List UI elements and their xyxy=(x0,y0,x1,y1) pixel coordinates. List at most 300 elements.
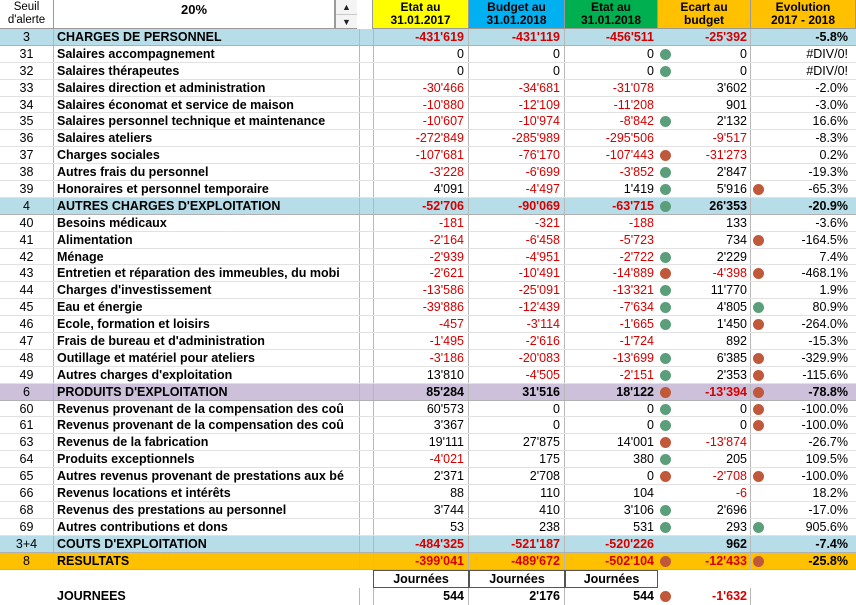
row-code: 63 xyxy=(0,434,54,450)
cell-d[interactable]: -2'616 xyxy=(469,333,565,349)
cell-g[interactable]: 0 xyxy=(675,401,751,417)
indicator-cell xyxy=(658,401,675,417)
cell-e[interactable]: -2'151 xyxy=(619,367,654,382)
cell-g[interactable]: 962 xyxy=(675,536,751,552)
cell-g[interactable]: 293 xyxy=(675,519,751,535)
row-code: 60 xyxy=(0,401,54,417)
green-dot-icon xyxy=(660,404,671,415)
cell-g[interactable]: -12'433 xyxy=(675,553,751,569)
cell-i[interactable]: -15.3% xyxy=(808,334,848,349)
row-label: Salaires thérapeutes xyxy=(54,63,360,79)
cell-g[interactable]: 901 xyxy=(675,97,751,113)
cell-c[interactable]: -484'325 xyxy=(373,536,469,552)
table-row xyxy=(0,113,856,130)
cell-c[interactable]: 2'371 xyxy=(373,468,469,484)
cell-c[interactable]: -3'228 xyxy=(373,164,469,180)
cell-e[interactable]: -31'078 xyxy=(612,80,654,95)
cell-c[interactable]: 88 xyxy=(373,485,469,501)
cell-i[interactable]: -20.9% xyxy=(808,198,848,213)
spin-down-icon[interactable]: ▼ xyxy=(336,14,357,29)
row-code: 8 xyxy=(0,553,54,569)
cell-c[interactable]: -431'619 xyxy=(373,29,469,45)
indicator-cell xyxy=(658,367,675,383)
cell-e[interactable]: -1'724 xyxy=(619,334,654,349)
row-code: 44 xyxy=(0,282,54,298)
indicator-cell xyxy=(751,417,768,433)
cell-c[interactable]: -181 xyxy=(373,215,469,231)
cell-i[interactable]: -264.0% xyxy=(801,317,848,332)
indicator-cell xyxy=(658,485,675,501)
indicator-cell xyxy=(658,265,675,281)
cell-c[interactable]: -1'495 xyxy=(373,333,469,349)
cell-i[interactable]: -100.0% xyxy=(801,418,848,433)
cell-d[interactable]: 175 xyxy=(469,451,565,467)
red-dot-icon xyxy=(753,387,764,398)
cell-i[interactable]: -100.0% xyxy=(801,401,848,416)
cell-i[interactable]: 7.4% xyxy=(819,249,848,264)
table-row xyxy=(0,29,856,46)
cell-g[interactable]: -9'517 xyxy=(675,130,751,146)
red-dot-icon xyxy=(753,370,764,381)
cell-g[interactable]: 3'602 xyxy=(675,80,751,96)
table-row xyxy=(0,63,856,80)
cell-e[interactable]: -502'104 xyxy=(605,553,654,568)
row-code: 68 xyxy=(0,502,54,518)
cell-i[interactable]: -25.8% xyxy=(808,553,848,568)
cell-e[interactable]: 1'419 xyxy=(623,182,654,197)
cell-g[interactable]: 2'132 xyxy=(675,113,751,129)
red-dot-icon xyxy=(660,591,671,602)
indicator-cell xyxy=(751,468,768,484)
indicator-cell xyxy=(751,519,768,535)
red-dot-icon xyxy=(753,319,764,330)
cell-i[interactable]: -164.5% xyxy=(801,232,848,247)
cell-c[interactable]: 13'810 xyxy=(373,367,469,383)
cell-d[interactable]: -321 xyxy=(469,215,565,231)
indicator-cell xyxy=(751,299,768,315)
cell-e[interactable]: 3'106 xyxy=(623,502,654,517)
journees-d: 2'176 xyxy=(469,588,565,605)
row-code: 32 xyxy=(0,63,54,79)
indicator-cell xyxy=(658,113,675,129)
journees-label: JOURNEES xyxy=(54,588,360,605)
cell-e[interactable]: -5'723 xyxy=(619,232,654,247)
cell-g[interactable]: 0 xyxy=(675,63,751,79)
cell-e[interactable]: 0 xyxy=(647,63,654,78)
cell-c[interactable]: -399'041 xyxy=(373,553,469,569)
row-label: PRODUITS D'EXPLOITATION xyxy=(54,384,360,400)
cell-e[interactable]: -520'226 xyxy=(605,536,654,551)
table-row xyxy=(0,164,856,181)
table-row xyxy=(0,46,856,63)
cell-e[interactable]: -188 xyxy=(628,215,654,230)
row-label: Produits exceptionnels xyxy=(54,451,360,467)
threshold-label-line2: d'alerte xyxy=(7,14,46,26)
indicator-cell xyxy=(751,553,768,569)
row-label: Salaires ateliers xyxy=(54,130,360,146)
cell-d[interactable]: -3'114 xyxy=(469,316,565,332)
green-dot-icon xyxy=(660,167,671,178)
indicator-cell xyxy=(751,384,768,400)
cell-g[interactable]: 11'770 xyxy=(675,282,751,298)
threshold-label xyxy=(0,0,54,29)
cell-d[interactable]: -10'491 xyxy=(469,265,565,281)
cell-g[interactable]: 2'696 xyxy=(675,502,751,518)
row-code: 6 xyxy=(0,384,54,400)
green-dot-icon xyxy=(660,302,671,313)
row-code: 69 xyxy=(0,519,54,535)
cell-c[interactable]: 19'111 xyxy=(373,434,469,450)
cell-i[interactable]: -8.3% xyxy=(815,131,848,146)
cell-c[interactable]: -4'021 xyxy=(373,451,469,467)
indicator-cell xyxy=(751,333,768,349)
cell-e[interactable]: 531 xyxy=(633,519,654,534)
red-dot-icon xyxy=(753,235,764,246)
cell-c[interactable]: -107'681 xyxy=(373,147,469,163)
cell-e[interactable]: -13'699 xyxy=(612,350,654,365)
cell-i[interactable]: -17.0% xyxy=(808,502,848,517)
header-ecart-budget: Ecart au budget xyxy=(658,0,751,29)
cell-i[interactable]: -19.3% xyxy=(808,165,848,180)
indicator-cell xyxy=(658,519,675,535)
cell-g[interactable]: 2'229 xyxy=(675,249,751,265)
cell-e[interactable]: 14'001 xyxy=(616,435,654,450)
green-dot-icon xyxy=(660,454,671,465)
cell-d[interactable]: 110 xyxy=(469,485,565,501)
cell-g[interactable]: 5'916 xyxy=(675,181,751,197)
cell-i[interactable]: -7.4% xyxy=(815,536,848,551)
table-row xyxy=(0,249,856,266)
row-code: 46 xyxy=(0,316,54,332)
row-code: 4 xyxy=(0,198,54,214)
journees-g: -1'632 xyxy=(675,588,751,605)
cell-g[interactable]: 133 xyxy=(675,215,751,231)
indicator-cell xyxy=(751,29,768,45)
cell-c[interactable]: -457 xyxy=(373,316,469,332)
row-label: RESULTATS xyxy=(54,553,360,569)
row-label: AUTRES CHARGES D'EXPLOITATION xyxy=(54,198,360,214)
cell-d[interactable]: 0 xyxy=(469,417,565,433)
indicator-cell xyxy=(751,80,768,96)
row-code: 42 xyxy=(0,249,54,265)
cell-e[interactable]: -3'852 xyxy=(619,165,654,180)
table-row xyxy=(0,97,856,114)
cell-g[interactable]: 205 xyxy=(675,451,751,467)
cell-g[interactable]: 0 xyxy=(675,46,751,62)
cell-i[interactable]: -65.3% xyxy=(808,182,848,197)
cell-i[interactable]: -26.7% xyxy=(808,435,848,450)
red-dot-icon xyxy=(753,556,764,567)
indicator-cell xyxy=(751,198,768,214)
cell-d[interactable]: 27'875 xyxy=(469,434,565,450)
cell-i[interactable]: -5.8% xyxy=(815,30,848,44)
cell-d[interactable]: 0 xyxy=(469,46,565,62)
row-code: 45 xyxy=(0,299,54,315)
indicator-cell xyxy=(751,63,768,79)
cell-d[interactable]: -90'069 xyxy=(469,198,565,214)
row-label: Autres contributions et dons xyxy=(54,519,360,535)
cell-e[interactable]: 0 xyxy=(647,418,654,433)
cell-g[interactable]: -4'398 xyxy=(675,265,751,281)
green-dot-icon xyxy=(660,505,671,516)
green-dot-icon xyxy=(753,522,764,533)
cell-i[interactable]: #DIV/0! xyxy=(806,63,848,78)
green-dot-icon xyxy=(660,319,671,330)
cell-d[interactable]: -12'439 xyxy=(469,299,565,315)
cell-e[interactable]: -8'842 xyxy=(619,114,654,129)
cell-d[interactable]: -10'974 xyxy=(469,113,565,129)
cell-c[interactable]: 3'744 xyxy=(373,502,469,518)
cell-e[interactable]: -107'443 xyxy=(605,148,654,163)
cell-e[interactable]: 0 xyxy=(647,401,654,416)
green-dot-icon xyxy=(660,420,671,431)
cell-d[interactable]: -6'699 xyxy=(469,164,565,180)
cell-i[interactable]: 80.9% xyxy=(812,300,848,315)
cell-g[interactable]: 6'385 xyxy=(675,350,751,366)
cell-g[interactable]: 734 xyxy=(675,232,751,248)
cell-i[interactable]: -3.0% xyxy=(815,97,848,112)
cell-c[interactable]: 0 xyxy=(373,46,469,62)
spin-up-icon[interactable]: ▲ xyxy=(342,2,351,12)
cell-d[interactable]: -6'458 xyxy=(469,232,565,248)
cell-g[interactable]: -2'708 xyxy=(675,468,751,484)
cell-c[interactable]: -10'880 xyxy=(373,97,469,113)
table-row xyxy=(0,434,856,451)
cell-c[interactable]: -272'849 xyxy=(373,130,469,146)
row-label: Eau et énergie xyxy=(54,299,360,315)
cell-d[interactable]: -285'989 xyxy=(469,130,565,146)
cell-e[interactable]: 380 xyxy=(633,452,654,467)
indicator-cell xyxy=(751,350,768,366)
cell-d[interactable]: 0 xyxy=(469,401,565,417)
row-label: Salaires direction et administration xyxy=(54,80,360,96)
cell-i[interactable]: -3.6% xyxy=(815,215,848,230)
red-dot-icon xyxy=(660,387,671,398)
row-code: 38 xyxy=(0,164,54,180)
cell-e[interactable]: -456'511 xyxy=(605,30,654,44)
cell-c[interactable]: -10'607 xyxy=(373,113,469,129)
indicator-cell xyxy=(658,232,675,248)
indicator-cell xyxy=(751,536,768,552)
cell-g[interactable]: 0 xyxy=(675,417,751,433)
cell-c[interactable]: -2'164 xyxy=(373,232,469,248)
cell-d[interactable]: -76'170 xyxy=(469,147,565,163)
indicator-cell xyxy=(751,367,768,383)
indicator-cell xyxy=(658,333,675,349)
cell-c[interactable]: -52'706 xyxy=(373,198,469,214)
indicator-cell xyxy=(751,502,768,518)
cell-g[interactable]: -13'394 xyxy=(675,384,751,400)
cell-d[interactable]: -20'083 xyxy=(469,350,565,366)
row-label: Revenus des prestations au personnel xyxy=(54,502,360,518)
cell-d[interactable]: 410 xyxy=(469,502,565,518)
row-code: 61 xyxy=(0,417,54,433)
cell-e[interactable]: 18'122 xyxy=(616,384,654,399)
cell-i[interactable]: -78.8% xyxy=(808,384,848,399)
green-dot-icon xyxy=(660,353,671,364)
red-dot-icon xyxy=(660,471,671,482)
indicator-cell xyxy=(658,299,675,315)
table-row xyxy=(0,417,856,434)
cell-i[interactable]: 16.6% xyxy=(812,114,848,129)
table-row xyxy=(0,401,856,418)
row-label: Ecole, formation et loisirs xyxy=(54,316,360,332)
journees-row xyxy=(0,588,856,605)
green-dot-icon xyxy=(660,522,671,533)
indicator-cell xyxy=(658,181,675,197)
row-code: 31 xyxy=(0,46,54,62)
cell-e[interactable]: 0 xyxy=(647,469,654,484)
cell-i[interactable]: 1.9% xyxy=(819,283,848,298)
cell-i[interactable]: 109.5% xyxy=(805,452,848,467)
row-label: Besoins médicaux xyxy=(54,215,360,231)
cell-c[interactable]: -30'466 xyxy=(373,80,469,96)
red-dot-icon xyxy=(660,437,671,448)
cell-e[interactable]: 104 xyxy=(633,486,654,501)
cell-e[interactable]: -63'715 xyxy=(612,198,654,213)
cell-d[interactable]: -4'951 xyxy=(469,249,565,265)
indicator-cell xyxy=(658,536,675,552)
cell-e[interactable]: 0 xyxy=(647,46,654,61)
row-label: Frais de bureau et d'administration xyxy=(54,333,360,349)
indicator-cell xyxy=(658,451,675,467)
threshold-value-field[interactable]: 20% xyxy=(54,0,335,29)
green-dot-icon xyxy=(660,49,671,60)
row-code: 43 xyxy=(0,265,54,281)
row-label: Revenus locations et intérêts xyxy=(54,485,360,501)
indicator-cell xyxy=(751,282,768,298)
cell-e[interactable]: -2'722 xyxy=(619,249,654,264)
cell-i[interactable]: -100.0% xyxy=(801,469,848,484)
indicator-cell xyxy=(658,164,675,180)
row-code: 65 xyxy=(0,468,54,484)
indicator-cell xyxy=(751,232,768,248)
cell-e[interactable]: -295'506 xyxy=(605,131,654,146)
cell-c[interactable]: 0 xyxy=(373,63,469,79)
cell-g[interactable]: -31'273 xyxy=(675,147,751,163)
cell-c[interactable]: 53 xyxy=(373,519,469,535)
row-label: Revenus provenant de la compensation des coû xyxy=(54,417,360,433)
cell-c[interactable]: -3'186 xyxy=(373,350,469,366)
cell-e[interactable]: -1'665 xyxy=(619,317,654,332)
table-row xyxy=(0,282,856,299)
row-label: Salaires personnel technique et maintenance xyxy=(54,113,360,129)
cell-d[interactable]: -12'109 xyxy=(469,97,565,113)
indicator-cell xyxy=(658,80,675,96)
header-etat-2018: Etat au 31.01.2018 xyxy=(565,0,658,29)
cell-e[interactable]: -14'889 xyxy=(612,266,654,281)
cell-i[interactable]: 0.2% xyxy=(819,148,848,163)
cell-d[interactable]: -489'672 xyxy=(469,553,565,569)
cell-i[interactable]: -2.0% xyxy=(815,80,848,95)
green-dot-icon xyxy=(660,370,671,381)
cell-i[interactable]: -468.1% xyxy=(801,266,848,281)
cell-i[interactable]: 18.2% xyxy=(812,486,848,501)
indicator-cell xyxy=(751,130,768,146)
row-code: 64 xyxy=(0,451,54,467)
cell-d[interactable]: -4'505 xyxy=(469,367,565,383)
cell-c[interactable]: 60'573 xyxy=(373,401,469,417)
cell-g[interactable]: 892 xyxy=(675,333,751,349)
table-row xyxy=(0,468,856,485)
spacer xyxy=(357,0,373,29)
cell-d[interactable]: 31'516 xyxy=(469,384,565,400)
cell-c[interactable]: 4'091 xyxy=(373,181,469,197)
cell-c[interactable]: -2'621 xyxy=(373,265,469,281)
cell-d[interactable]: 0 xyxy=(469,63,565,79)
row-label: Salaires économat et service de maison xyxy=(54,97,360,113)
cell-d[interactable]: -521'187 xyxy=(469,536,565,552)
cell-g[interactable]: -25'392 xyxy=(675,29,751,45)
row-label: Revenus provenant de la compensation des coû xyxy=(54,401,360,417)
table-row xyxy=(0,299,856,316)
row-label: Autres frais du personnel xyxy=(54,164,360,180)
cell-e[interactable]: -7'634 xyxy=(619,300,654,315)
cell-e[interactable]: -11'208 xyxy=(613,97,654,112)
row-label: Salaires accompagnement xyxy=(54,46,360,62)
cell-i[interactable]: -329.9% xyxy=(801,350,848,365)
row-label: Charges d'investissement xyxy=(54,282,360,298)
red-dot-icon xyxy=(753,471,764,482)
table-row xyxy=(0,130,856,147)
cell-g[interactable]: 1'450 xyxy=(675,316,751,332)
green-dot-icon xyxy=(753,302,764,313)
threshold-dropdown[interactable] xyxy=(335,0,357,29)
red-dot-icon xyxy=(753,184,764,195)
green-dot-icon xyxy=(660,201,671,212)
row-code: 49 xyxy=(0,367,54,383)
indicator-cell xyxy=(751,265,768,281)
cell-d[interactable]: -4'497 xyxy=(469,181,565,197)
indicator-cell xyxy=(658,384,675,400)
cell-c[interactable]: -39'886 xyxy=(373,299,469,315)
green-dot-icon xyxy=(660,252,671,263)
cell-d[interactable]: -25'091 xyxy=(469,282,565,298)
cell-i[interactable]: -115.6% xyxy=(802,367,848,382)
row-code: 3 xyxy=(0,29,54,45)
indicator-cell xyxy=(658,63,675,79)
cell-c[interactable]: -2'939 xyxy=(373,249,469,265)
cell-g[interactable]: 4'805 xyxy=(675,299,751,315)
table-row xyxy=(0,485,856,502)
row-label: COUTS D'EXPLOITATION xyxy=(54,536,360,552)
cell-g[interactable]: -6 xyxy=(675,485,751,501)
indicator-cell xyxy=(658,282,675,298)
cell-g[interactable]: 26'353 xyxy=(675,198,751,214)
cell-c[interactable]: 3'367 xyxy=(373,417,469,433)
indicator-cell xyxy=(751,164,768,180)
row-label: CHARGES DE PERSONNEL xyxy=(54,29,360,45)
cell-i[interactable]: 905.6% xyxy=(805,519,848,534)
cell-d[interactable]: 238 xyxy=(469,519,565,535)
row-code: 36 xyxy=(0,130,54,146)
indicator-cell xyxy=(751,215,768,231)
cell-g[interactable]: 2'353 xyxy=(675,367,751,383)
cell-g[interactable]: 2'847 xyxy=(675,164,751,180)
cell-d[interactable]: -431'119 xyxy=(469,29,565,45)
table-row xyxy=(0,265,856,282)
cell-i[interactable]: #DIV/0! xyxy=(806,46,848,61)
cell-c[interactable]: 85'284 xyxy=(373,384,469,400)
cell-g[interactable]: -13'874 xyxy=(675,434,751,450)
row-code: 3+4 xyxy=(0,536,54,552)
cell-c[interactable]: -13'586 xyxy=(373,282,469,298)
row-code: 41 xyxy=(0,232,54,248)
cell-e[interactable]: -13'321 xyxy=(612,283,654,298)
cell-d[interactable]: 2'708 xyxy=(469,468,565,484)
indicator-cell xyxy=(751,249,768,265)
cell-d[interactable]: -34'681 xyxy=(469,80,565,96)
